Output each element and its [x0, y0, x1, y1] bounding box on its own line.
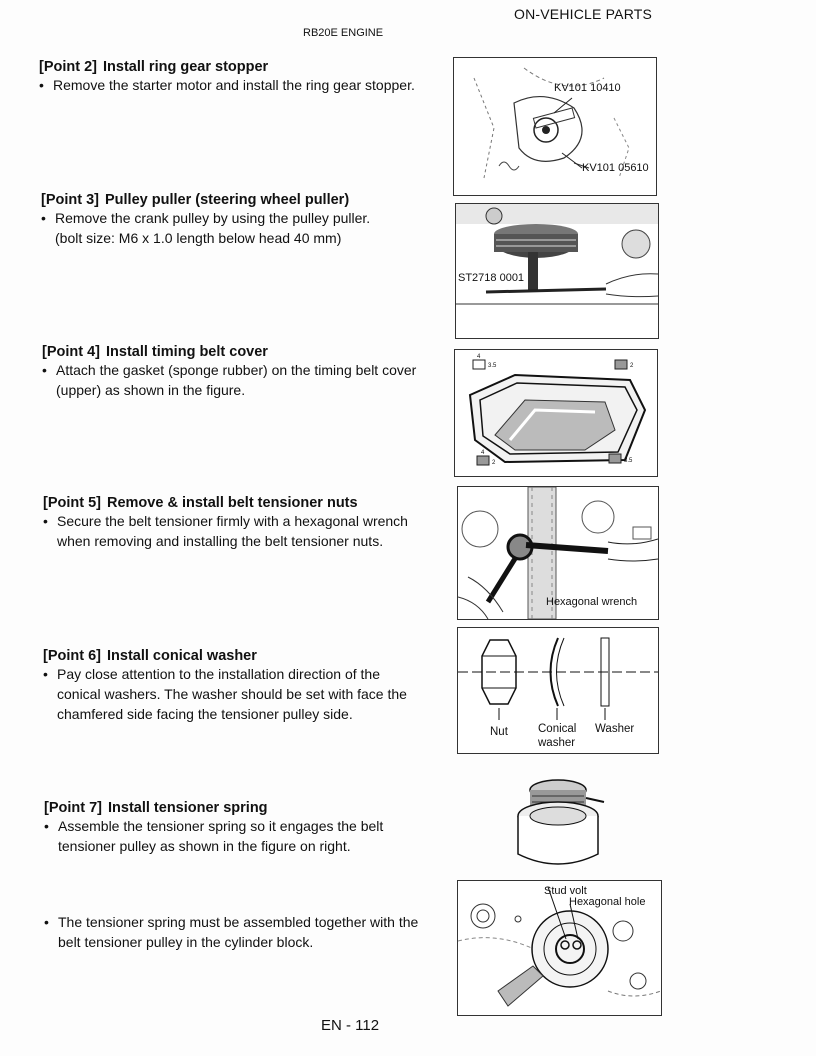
conical-label-1: Conical	[538, 723, 577, 735]
point-7-title: [Point 7] Install tensioner spring	[44, 800, 268, 816]
point-5-section	[43, 495, 408, 551]
point-5-bullet: • Secure the belt tensioner firmly with a hexagonal wrench	[43, 513, 408, 529]
hex-hole-label: Hexagonal hole	[569, 896, 646, 908]
point-6-line-2: conical washers. The washer should be set with face the	[57, 686, 407, 702]
washer-label: Washer	[595, 723, 635, 735]
nut-label: Nut	[490, 726, 508, 738]
point-3-bullet: • Remove the crank pulley by using the pulley puller.	[41, 210, 371, 226]
cover-dim-d: 4	[481, 450, 485, 456]
conical-washer-figure	[457, 627, 659, 754]
point-7-extra-line-2: belt tensioner pulley in the cylinder block.	[58, 934, 314, 950]
section-header: ON-VEHICLE PARTS	[514, 6, 653, 22]
cover-dim-f: 3.5	[624, 458, 633, 464]
point-4-title: [Point 4] Install timing belt cover	[42, 344, 268, 360]
point-7-line-2: tensioner pulley as shown in the figure on right.	[58, 838, 351, 854]
page-number: EN - 112	[321, 1017, 380, 1034]
tensioner-pulley-figure	[508, 768, 614, 874]
point-7-section	[44, 800, 383, 856]
engine-header: RB20E ENGINE	[303, 27, 384, 39]
puller-label: ST2718 0001	[458, 272, 525, 284]
point-3-section	[41, 192, 370, 248]
conical-label-2: washer	[538, 737, 576, 749]
point-3-bolt-size: (bolt size: M6 x 1.0 length below head 40 mm)	[55, 230, 342, 246]
point-2-section	[39, 59, 415, 95]
stud-label: Stud volt	[544, 885, 587, 897]
point-2-bullet: • Remove the starter motor and install the ring gear stopper.	[39, 77, 415, 93]
point-4-line-2: (upper) as shown in the figure.	[56, 382, 246, 398]
cylinder-block-figure	[457, 880, 662, 1016]
point-6-line-3: chamfered side facing the tensioner pulley side.	[57, 706, 353, 722]
point-3-title: [Point 3] Pulley puller (steering wheel puller)	[41, 192, 350, 208]
point-7-bullet: • Assemble the tensioner spring so it engages the belt	[44, 818, 384, 834]
point-5-line-2: when removing and installing the belt tensioner nuts.	[57, 533, 384, 549]
cover-dim-c: 2	[630, 363, 634, 369]
point-6-title: [Point 6] Install conical washer	[43, 648, 257, 664]
point-2-title: [Point 2] Install ring gear stopper	[39, 59, 269, 75]
point-7-extra	[44, 912, 418, 952]
hexagonal-wrench-figure	[457, 486, 659, 620]
timing-belt-cover-figure	[454, 349, 658, 477]
point-6-bullet: • Pay close attention to the installation direction of the	[43, 666, 380, 682]
point-7-extra-bullet: • The tensioner spring must be assembled together with the	[44, 914, 419, 930]
pulley-puller-figure	[455, 203, 659, 339]
wrench-label: Hexagonal wrench	[546, 596, 638, 608]
cover-dim-e: 2	[492, 460, 496, 466]
ring-gear-stopper-figure	[453, 57, 657, 196]
cover-dim-b: 3.5	[488, 363, 497, 369]
cover-dim-a: 4	[477, 354, 481, 360]
ring-gear-label-2: KV101 05610	[582, 162, 649, 174]
ring-gear-label-1: KV101 10410	[554, 82, 621, 94]
point-4-bullet: • Attach the gasket (sponge rubber) on the timing belt cover	[42, 362, 417, 378]
point-6-section	[43, 648, 407, 724]
point-5-title: [Point 5] Remove & install belt tensioner nuts	[43, 495, 358, 511]
point-4-section	[42, 344, 416, 400]
